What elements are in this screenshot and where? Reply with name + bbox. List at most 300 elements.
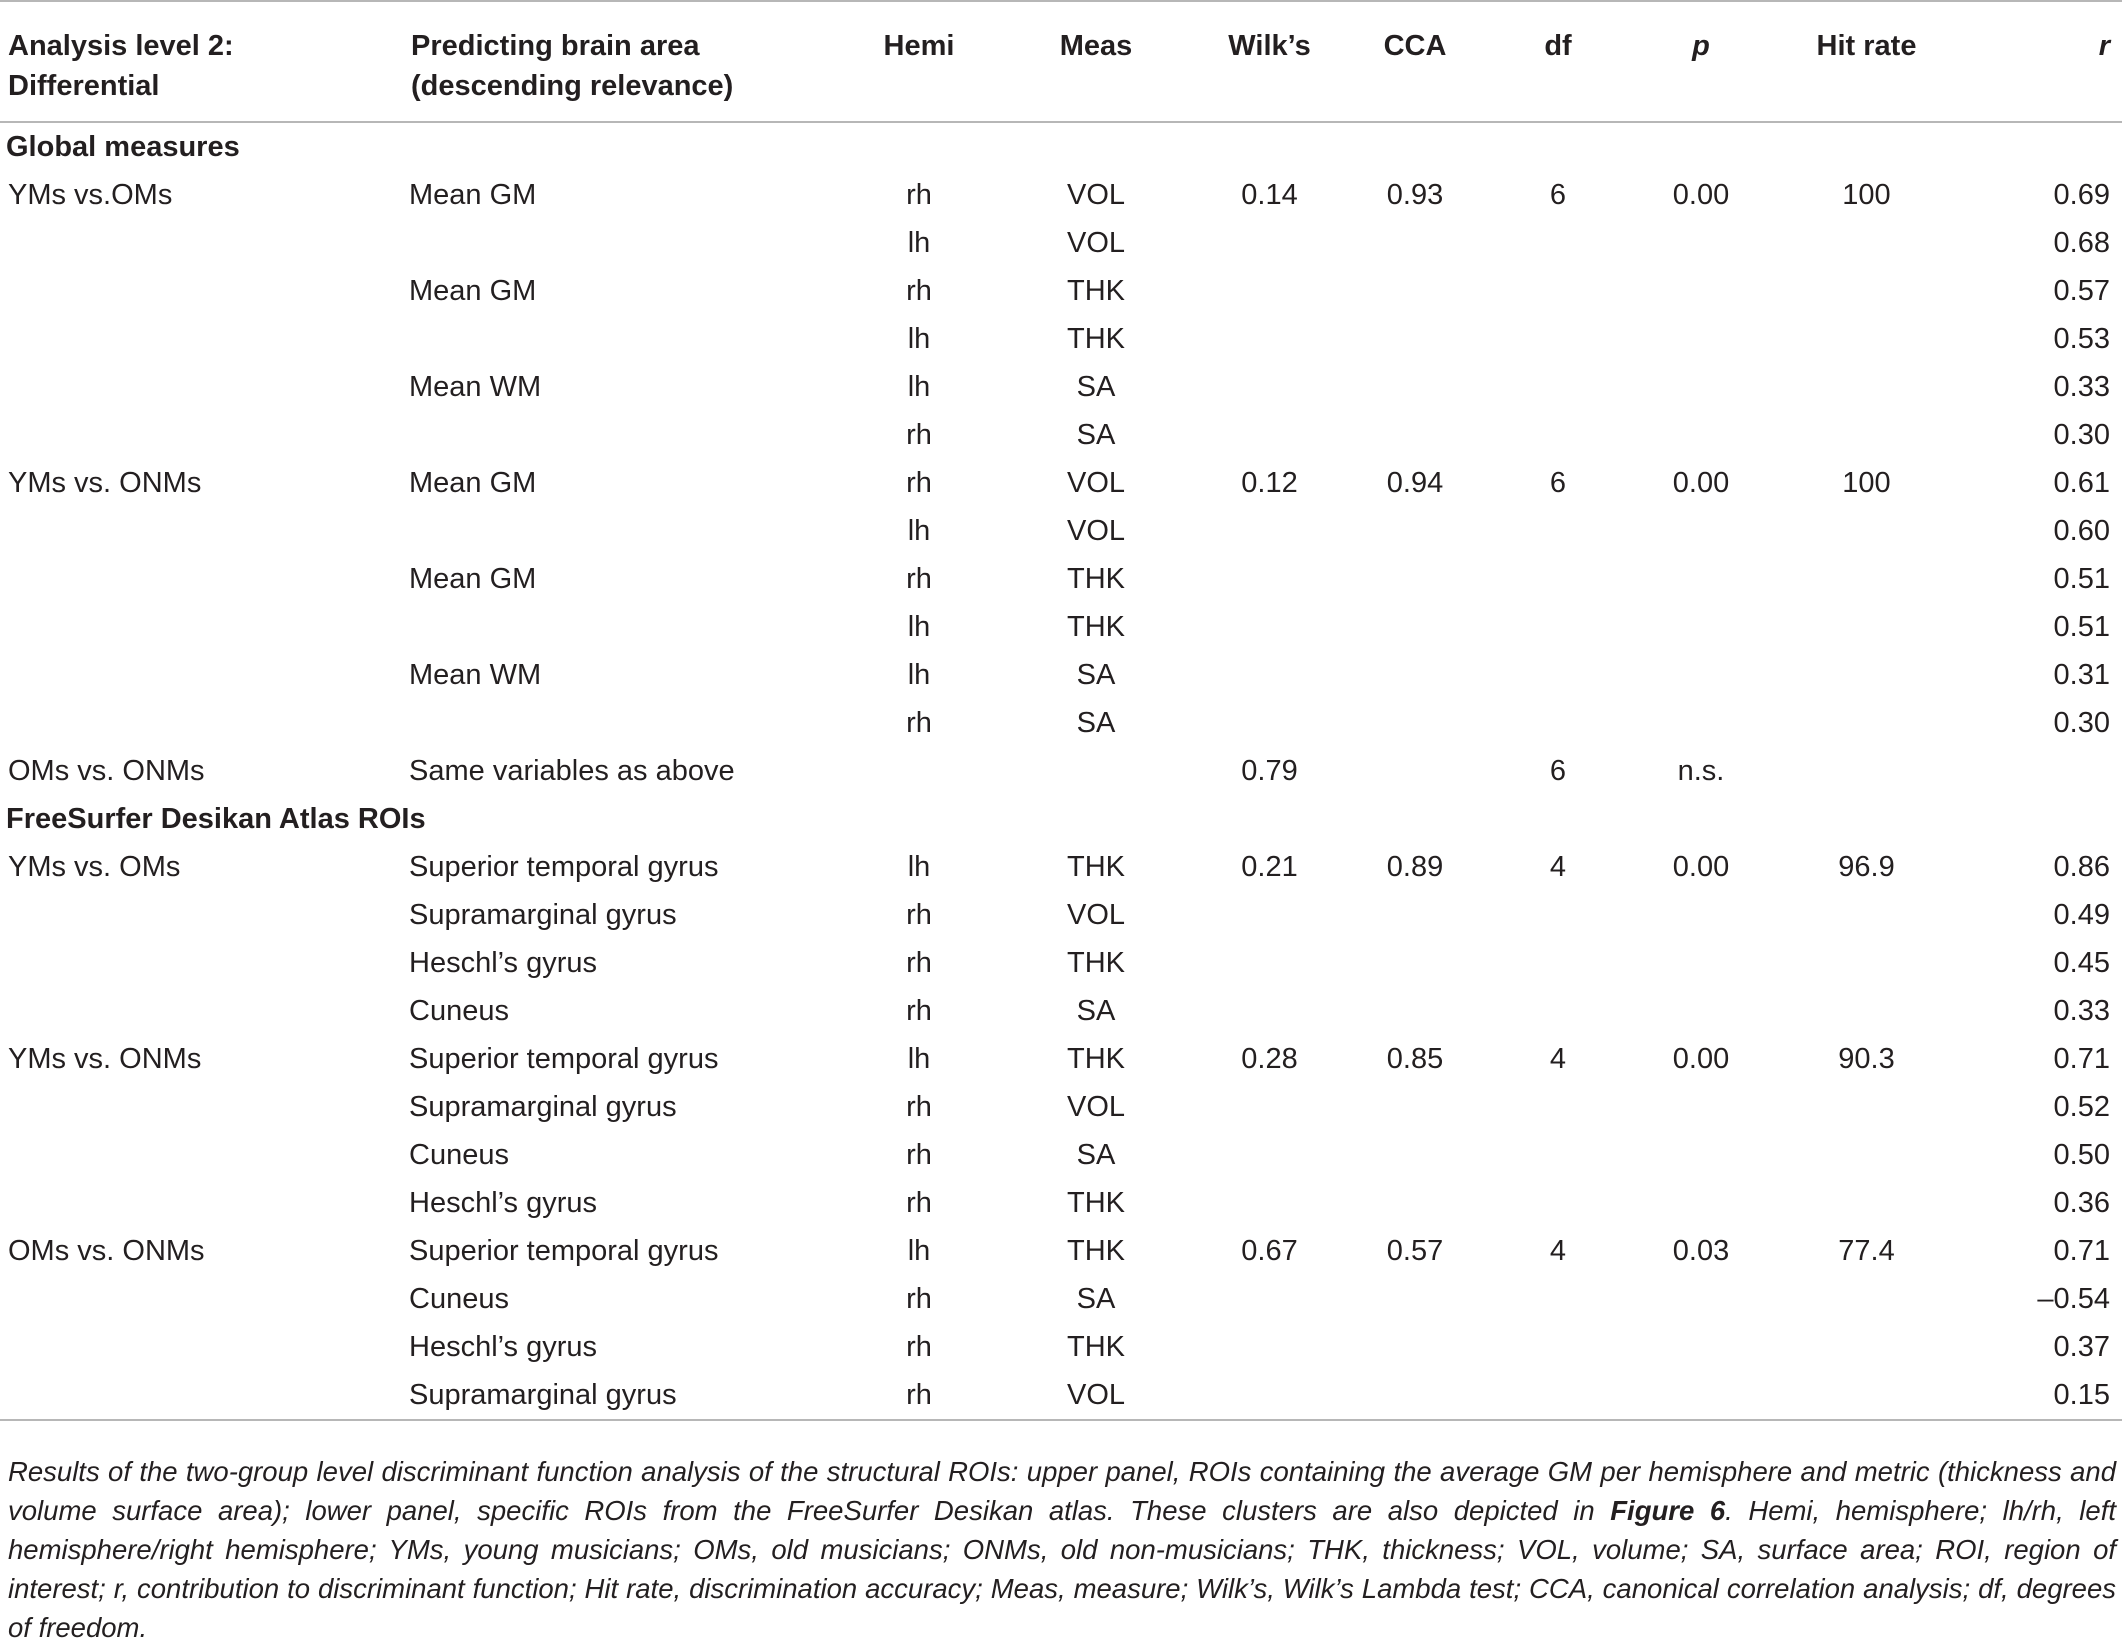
cell-r: 0.86 bbox=[2053, 851, 2110, 883]
cell-comparison: OMs vs. ONMs bbox=[8, 755, 205, 787]
cell-meas: THK bbox=[1067, 563, 1125, 595]
cell-hemi: lh bbox=[907, 1043, 931, 1075]
table-row bbox=[0, 747, 2122, 795]
cell-p bbox=[1628, 555, 1774, 603]
cell-hit-rate: 100 bbox=[1842, 467, 1891, 499]
table-row bbox=[0, 843, 2122, 891]
cell-wilks bbox=[1197, 363, 1342, 411]
cell-wilks bbox=[1197, 1083, 1342, 1131]
cell-hemi: rh bbox=[906, 1187, 932, 1219]
cell-meas: THK bbox=[1067, 1043, 1125, 1075]
cell-p bbox=[1628, 411, 1774, 459]
cell-hemi: rh bbox=[906, 995, 932, 1027]
cell-df: 4 bbox=[1549, 1235, 1567, 1267]
cell-wilks bbox=[1197, 1371, 1342, 1420]
cell-hemi: rh bbox=[906, 275, 932, 307]
cell-wilks bbox=[1197, 219, 1342, 267]
cell-brain-area: Heschl’s gyrus bbox=[409, 947, 598, 979]
cell-meas: THK bbox=[1067, 1187, 1125, 1219]
cell-hemi: rh bbox=[906, 899, 932, 931]
cell-hit-rate bbox=[1774, 411, 1959, 459]
cell-cca bbox=[1342, 1131, 1488, 1179]
header-df: df bbox=[1488, 1, 1628, 122]
cell-r: 0.30 bbox=[2053, 419, 2110, 451]
table-row bbox=[0, 1371, 2122, 1420]
cell-df bbox=[1488, 219, 1628, 267]
cell-brain-area: Mean WM bbox=[409, 371, 542, 403]
cell-meas: THK bbox=[1067, 323, 1125, 355]
cell-comparison bbox=[0, 1131, 403, 1179]
cell-hemi: lh bbox=[907, 515, 931, 547]
cell-comparison bbox=[0, 891, 403, 939]
cell-hit-rate bbox=[1774, 891, 1959, 939]
cell-comparison bbox=[0, 363, 403, 411]
cell-cca bbox=[1342, 267, 1488, 315]
cell-p bbox=[1628, 267, 1774, 315]
cell-r: 0.36 bbox=[2053, 1187, 2110, 1219]
cell-r: 0.37 bbox=[2053, 1331, 2110, 1363]
cell-wilks bbox=[1197, 315, 1342, 363]
section-title-global: Global measures bbox=[6, 131, 240, 163]
cell-brain-area: Mean GM bbox=[409, 275, 537, 307]
header-cca: CCA bbox=[1342, 1, 1488, 122]
cell-wilks: 0.67 bbox=[1241, 1235, 1298, 1267]
cell-hemi: lh bbox=[907, 1235, 931, 1267]
cell-brain-area: Cuneus bbox=[409, 1283, 509, 1315]
cell-p bbox=[1628, 1275, 1774, 1323]
cell-wilks bbox=[1197, 1275, 1342, 1323]
cell-p bbox=[1628, 1131, 1774, 1179]
table-row bbox=[0, 507, 2122, 555]
cell-cca bbox=[1342, 891, 1488, 939]
table-row bbox=[0, 1179, 2122, 1227]
cell-brain-area: Superior temporal gyrus bbox=[409, 1043, 719, 1075]
cell-comparison bbox=[0, 1179, 403, 1227]
cell-hemi: lh bbox=[907, 323, 931, 355]
cell-cca bbox=[1342, 699, 1488, 747]
cell-df bbox=[1488, 1083, 1628, 1131]
table-row bbox=[0, 1323, 2122, 1371]
section-row-global bbox=[0, 122, 2122, 171]
cell-comparison: YMs vs. ONMs bbox=[8, 467, 202, 499]
cell-r: 0.15 bbox=[1959, 1371, 2122, 1420]
section-row-freesurfer bbox=[0, 795, 2122, 843]
cell-brain-area: Supramarginal gyrus bbox=[403, 1371, 843, 1420]
table-body bbox=[0, 122, 2122, 1420]
cell-wilks bbox=[1197, 939, 1342, 987]
cell-hemi: lh bbox=[907, 851, 931, 883]
cell-hit-rate bbox=[1774, 1323, 1959, 1371]
cell-p bbox=[1628, 1323, 1774, 1371]
cell-df: 4 bbox=[1549, 1043, 1567, 1075]
table-row bbox=[0, 891, 2122, 939]
cell-comparison bbox=[0, 1323, 403, 1371]
cell-cca bbox=[1342, 603, 1488, 651]
cell-wilks: 0.14 bbox=[1241, 179, 1298, 211]
header-brain-area bbox=[403, 1, 843, 122]
table-row bbox=[0, 315, 2122, 363]
cell-meas bbox=[995, 747, 1197, 795]
cell-meas: SA bbox=[1076, 419, 1116, 451]
cell-p bbox=[1628, 603, 1774, 651]
cell-df bbox=[1488, 1131, 1628, 1179]
cell-meas: THK bbox=[1067, 611, 1125, 643]
table-row bbox=[0, 699, 2122, 747]
cell-hemi: lh bbox=[907, 611, 931, 643]
cell-hemi: rh bbox=[906, 179, 932, 211]
cell-comparison bbox=[0, 1083, 403, 1131]
cell-meas: THK bbox=[1067, 947, 1125, 979]
cell-cca: 0.85 bbox=[1386, 1043, 1444, 1075]
cell-r: 0.49 bbox=[2053, 899, 2110, 931]
cell-comparison bbox=[0, 315, 403, 363]
cell-comparison bbox=[0, 651, 403, 699]
table-row bbox=[0, 651, 2122, 699]
cell-hit-rate bbox=[1774, 747, 1959, 795]
cell-brain-area: Heschl’s gyrus bbox=[409, 1187, 598, 1219]
cell-r: 0.51 bbox=[2053, 611, 2110, 643]
header-row bbox=[0, 1, 2122, 122]
header-hit-rate: Hit rate bbox=[1774, 1, 1959, 122]
cell-r: 0.33 bbox=[2053, 371, 2110, 403]
cell-meas: SA bbox=[1076, 995, 1116, 1027]
cell-cca bbox=[1342, 1371, 1488, 1420]
cell-hemi: rh bbox=[906, 707, 932, 739]
cell-comparison bbox=[0, 699, 403, 747]
cell-brain-area: Mean GM bbox=[409, 179, 537, 211]
cell-hemi: rh bbox=[906, 1139, 932, 1171]
cell-p bbox=[1628, 891, 1774, 939]
cell-comparison bbox=[0, 1371, 403, 1420]
cell-meas: SA bbox=[1076, 659, 1116, 691]
table-row bbox=[0, 1083, 2122, 1131]
caption-text-after: . Hemi, hemisphere; lh/rh, left hemisphere/right hemisphere; YMs, young musicians; OMs, old musicians; ONMs, old non-musicians; THK, thickness; VOL, volume; SA, surface area; ROI, region of interest; r, contribution to discriminant function; Hit rate, discrimination accuracy; Meas, measure; Wilk’s, Wilk’s Lambda test; CCA, canonical correlation analysis; df, degrees of freedom. bbox=[8, 1495, 2116, 1643]
cell-wilks bbox=[1197, 1131, 1342, 1179]
cell-brain-area bbox=[403, 219, 843, 267]
header-analysis-line2: Differential bbox=[8, 70, 160, 102]
cell-df bbox=[1488, 699, 1628, 747]
cell-hemi: rh bbox=[843, 1371, 995, 1420]
cell-wilks bbox=[1197, 651, 1342, 699]
cell-cca bbox=[1342, 219, 1488, 267]
cell-cca: 0.89 bbox=[1386, 851, 1444, 883]
cell-df: 6 bbox=[1549, 179, 1567, 211]
cell-comparison bbox=[0, 1275, 403, 1323]
cell-comparison: YMs vs. ONMs bbox=[8, 1043, 202, 1075]
cell-r: 0.33 bbox=[2053, 995, 2110, 1027]
cell-hit-rate bbox=[1774, 315, 1959, 363]
cell-df bbox=[1488, 1371, 1628, 1420]
cell-wilks: 0.28 bbox=[1241, 1043, 1298, 1075]
header-wilks: Wilk’s bbox=[1197, 1, 1342, 122]
table-row bbox=[0, 555, 2122, 603]
cell-p: 0.00 bbox=[1672, 179, 1730, 211]
cell-wilks: 0.21 bbox=[1241, 851, 1298, 883]
cell-meas: VOL bbox=[1066, 899, 1126, 931]
header-analysis-line1: Analysis level 2: bbox=[8, 30, 234, 62]
cell-wilks bbox=[1197, 603, 1342, 651]
cell-hit-rate bbox=[1774, 1371, 1959, 1420]
table-row bbox=[0, 1131, 2122, 1179]
cell-hit-rate bbox=[1774, 699, 1959, 747]
cell-brain-area: Heschl’s gyrus bbox=[409, 1331, 598, 1363]
cell-p: n.s. bbox=[1677, 755, 1725, 787]
cell-r: 0.30 bbox=[2053, 707, 2110, 739]
cell-cca bbox=[1342, 411, 1488, 459]
header-area-line1: Predicting brain area bbox=[411, 30, 700, 62]
cell-comparison: YMs vs.OMs bbox=[8, 179, 173, 211]
cell-r: 0.71 bbox=[2053, 1043, 2110, 1075]
cell-df: 4 bbox=[1549, 851, 1567, 883]
cell-r: 0.51 bbox=[2053, 563, 2110, 595]
cell-df bbox=[1488, 267, 1628, 315]
cell-brain-area: Mean GM bbox=[409, 563, 537, 595]
cell-p bbox=[1628, 315, 1774, 363]
cell-wilks bbox=[1197, 555, 1342, 603]
cell-df bbox=[1488, 411, 1628, 459]
cell-hit-rate bbox=[1774, 651, 1959, 699]
cell-p: 0.00 bbox=[1672, 467, 1730, 499]
section-title-freesurfer: FreeSurfer Desikan Atlas ROIs bbox=[6, 803, 426, 835]
cell-r: 0.53 bbox=[2053, 323, 2110, 355]
cell-brain-area bbox=[403, 315, 843, 363]
table-row bbox=[0, 363, 2122, 411]
cell-df bbox=[1488, 363, 1628, 411]
cell-hemi: lh bbox=[907, 659, 931, 691]
table-header bbox=[0, 1, 2122, 122]
cell-df: 6 bbox=[1549, 755, 1567, 787]
cell-wilks: 0.79 bbox=[1241, 755, 1298, 787]
cell-df bbox=[1488, 507, 1628, 555]
cell-p bbox=[1628, 939, 1774, 987]
table-caption bbox=[8, 1452, 2116, 1647]
cell-hit-rate bbox=[1774, 939, 1959, 987]
cell-meas: VOL bbox=[1066, 1091, 1126, 1123]
cell-meas: SA bbox=[1076, 371, 1116, 403]
cell-brain-area: Cuneus bbox=[409, 1139, 509, 1171]
cell-hit-rate: 100 bbox=[1842, 179, 1891, 211]
cell-df bbox=[1488, 891, 1628, 939]
cell-brain-area bbox=[403, 411, 843, 459]
cell-cca: 0.94 bbox=[1386, 467, 1444, 499]
cell-meas: THK bbox=[1067, 1235, 1125, 1267]
cell-brain-area bbox=[403, 507, 843, 555]
cell-comparison bbox=[0, 219, 403, 267]
cell-hit-rate bbox=[1774, 1179, 1959, 1227]
cell-brain-area: Mean GM bbox=[409, 467, 537, 499]
table-row bbox=[0, 171, 2122, 219]
cell-hit-rate bbox=[1774, 507, 1959, 555]
cell-hemi: lh bbox=[907, 371, 931, 403]
cell-comparison: OMs vs. ONMs bbox=[8, 1235, 205, 1267]
cell-comparison bbox=[0, 411, 403, 459]
cell-p bbox=[1628, 1083, 1774, 1131]
cell-df bbox=[1488, 1179, 1628, 1227]
cell-hemi: rh bbox=[906, 467, 932, 499]
cell-meas: THK bbox=[1067, 275, 1125, 307]
cell-df bbox=[1488, 651, 1628, 699]
cell-hit-rate bbox=[1774, 1083, 1959, 1131]
cell-meas: SA bbox=[1076, 1139, 1116, 1171]
cell-p: 0.03 bbox=[1672, 1235, 1730, 1267]
caption-text-before: Results of the two-group level discriminant function analysis of the structural ROIs: upper panel, ROIs containing the average GM per hemisphere and metric (thickness and volume surface area); lower panel, specific ROIs from the FreeSurfer Desikan atlas. These clusters are also depicted in bbox=[8, 1456, 2116, 1526]
cell-comparison bbox=[0, 507, 403, 555]
table-row bbox=[0, 1035, 2122, 1083]
cell-comparison bbox=[0, 987, 403, 1035]
cell-p bbox=[1628, 1371, 1774, 1420]
cell-comparison bbox=[0, 939, 403, 987]
cell-brain-area: Mean WM bbox=[409, 659, 542, 691]
cell-hemi: rh bbox=[906, 1091, 932, 1123]
cell-wilks bbox=[1197, 411, 1342, 459]
cell-wilks bbox=[1197, 891, 1342, 939]
cell-r bbox=[1959, 747, 2122, 795]
cell-hit-rate bbox=[1774, 363, 1959, 411]
cell-brain-area: Superior temporal gyrus bbox=[409, 1235, 719, 1267]
cell-meas: THK bbox=[1067, 1331, 1125, 1363]
cell-r: 0.61 bbox=[2053, 467, 2110, 499]
cell-wilks bbox=[1197, 1323, 1342, 1371]
cell-cca bbox=[1342, 555, 1488, 603]
cell-comparison bbox=[0, 555, 403, 603]
cell-df bbox=[1488, 603, 1628, 651]
cell-meas: VOL bbox=[1066, 515, 1126, 547]
cell-wilks bbox=[1197, 1179, 1342, 1227]
cell-comparison: YMs vs. OMs bbox=[8, 851, 181, 883]
header-r: r bbox=[1959, 1, 2122, 122]
cell-meas: SA bbox=[1076, 707, 1116, 739]
cell-hemi bbox=[843, 747, 995, 795]
cell-brain-area bbox=[403, 603, 843, 651]
cell-p bbox=[1628, 699, 1774, 747]
cell-hit-rate: 77.4 bbox=[1838, 1235, 1895, 1267]
cell-p: 0.00 bbox=[1672, 851, 1730, 883]
cell-cca bbox=[1342, 315, 1488, 363]
cell-wilks bbox=[1197, 267, 1342, 315]
cell-brain-area: Cuneus bbox=[409, 995, 509, 1027]
cell-cca bbox=[1342, 1323, 1488, 1371]
cell-p bbox=[1628, 651, 1774, 699]
cell-hemi: lh bbox=[907, 227, 931, 259]
cell-r: 0.60 bbox=[2053, 515, 2110, 547]
cell-cca bbox=[1342, 1179, 1488, 1227]
cell-meas: VOL bbox=[1066, 227, 1126, 259]
cell-hit-rate bbox=[1774, 1131, 1959, 1179]
cell-p bbox=[1628, 1179, 1774, 1227]
cell-comparison bbox=[0, 267, 403, 315]
cell-cca bbox=[1342, 747, 1488, 795]
table-row bbox=[0, 219, 2122, 267]
header-hemi: Hemi bbox=[843, 1, 995, 122]
cell-hemi: rh bbox=[906, 1331, 932, 1363]
cell-p bbox=[1628, 507, 1774, 555]
cell-df bbox=[1488, 987, 1628, 1035]
cell-df bbox=[1488, 1275, 1628, 1323]
cell-p bbox=[1628, 363, 1774, 411]
cell-brain-area: Supramarginal gyrus bbox=[409, 1091, 677, 1123]
cell-hit-rate bbox=[1774, 219, 1959, 267]
cell-cca bbox=[1342, 363, 1488, 411]
table-row bbox=[0, 411, 2122, 459]
cell-p bbox=[1628, 987, 1774, 1035]
header-meas: Meas bbox=[995, 1, 1197, 122]
cell-cca bbox=[1342, 987, 1488, 1035]
table-row bbox=[0, 267, 2122, 315]
cell-brain-area bbox=[403, 699, 843, 747]
cell-hemi: rh bbox=[906, 1283, 932, 1315]
cell-brain-area: Superior temporal gyrus bbox=[409, 851, 719, 883]
cell-r: –0.54 bbox=[2037, 1283, 2110, 1315]
cell-cca bbox=[1342, 1083, 1488, 1131]
cell-df bbox=[1488, 555, 1628, 603]
cell-hit-rate bbox=[1774, 267, 1959, 315]
header-area-line2: (descending relevance) bbox=[411, 70, 734, 102]
cell-df bbox=[1488, 939, 1628, 987]
table-row bbox=[0, 1227, 2122, 1275]
cell-meas: VOL bbox=[1066, 467, 1126, 499]
cell-r: 0.31 bbox=[2053, 659, 2110, 691]
cell-wilks bbox=[1197, 987, 1342, 1035]
table-row bbox=[0, 939, 2122, 987]
cell-cca bbox=[1342, 939, 1488, 987]
cell-wilks: 0.12 bbox=[1241, 467, 1298, 499]
cell-hit-rate: 90.3 bbox=[1838, 1043, 1895, 1075]
cell-meas: VOL bbox=[995, 1371, 1197, 1420]
cell-hit-rate bbox=[1774, 987, 1959, 1035]
cell-cca: 0.57 bbox=[1386, 1235, 1444, 1267]
cell-df bbox=[1488, 1323, 1628, 1371]
cell-cca: 0.93 bbox=[1386, 179, 1444, 211]
cell-hemi: rh bbox=[906, 563, 932, 595]
cell-wilks bbox=[1197, 699, 1342, 747]
table-row bbox=[0, 1275, 2122, 1323]
cell-brain-area: Same variables as above bbox=[409, 755, 735, 787]
cell-cca bbox=[1342, 651, 1488, 699]
cell-r: 0.69 bbox=[2053, 179, 2110, 211]
cell-hit-rate bbox=[1774, 603, 1959, 651]
cell-p bbox=[1628, 219, 1774, 267]
header-p: p bbox=[1628, 1, 1774, 122]
cell-hit-rate bbox=[1774, 555, 1959, 603]
caption-figure-ref: Figure 6 bbox=[1610, 1495, 1726, 1526]
cell-r: 0.68 bbox=[2053, 227, 2110, 259]
cell-r: 0.71 bbox=[2053, 1235, 2110, 1267]
cell-meas: VOL bbox=[1066, 179, 1126, 211]
cell-p: 0.00 bbox=[1672, 1043, 1730, 1075]
cell-r: 0.45 bbox=[2053, 947, 2110, 979]
cell-r: 0.52 bbox=[2053, 1091, 2110, 1123]
cell-df bbox=[1488, 315, 1628, 363]
cell-hemi: rh bbox=[906, 419, 932, 451]
table-row bbox=[0, 603, 2122, 651]
cell-r: 0.57 bbox=[2053, 275, 2110, 307]
cell-cca bbox=[1342, 1275, 1488, 1323]
cell-cca bbox=[1342, 507, 1488, 555]
cell-hemi: rh bbox=[906, 947, 932, 979]
cell-df: 6 bbox=[1549, 467, 1567, 499]
cell-comparison bbox=[0, 603, 403, 651]
table-row bbox=[0, 459, 2122, 507]
cell-meas: SA bbox=[1076, 1283, 1116, 1315]
cell-hit-rate: 96.9 bbox=[1838, 851, 1895, 883]
table-row bbox=[0, 987, 2122, 1035]
cell-meas: THK bbox=[1067, 851, 1125, 883]
header-analysis-level bbox=[0, 1, 403, 122]
cell-brain-area: Supramarginal gyrus bbox=[409, 899, 677, 931]
cell-hit-rate bbox=[1774, 1275, 1959, 1323]
cell-r: 0.50 bbox=[2053, 1139, 2110, 1171]
cell-wilks bbox=[1197, 507, 1342, 555]
